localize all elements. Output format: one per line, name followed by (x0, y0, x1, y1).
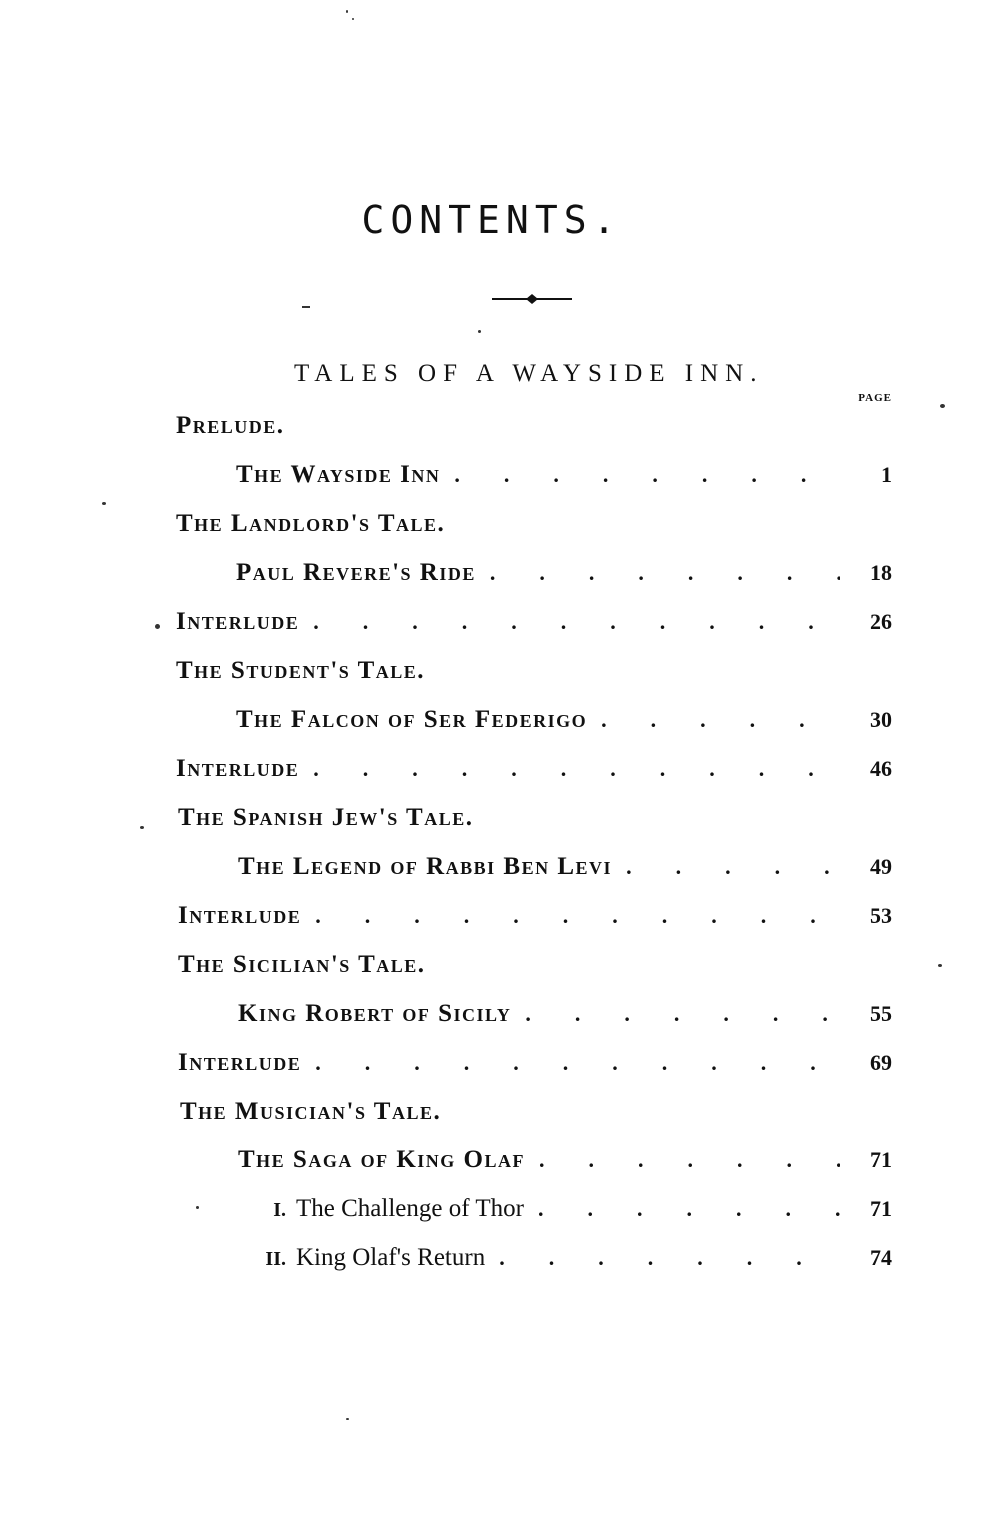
toc-item-title: King Olaf's Return (296, 1244, 486, 1271)
scan-speck (938, 964, 942, 967)
scan-speck (302, 306, 310, 308)
toc-item-title: Interlude (178, 1049, 302, 1076)
toc-section (180, 1098, 441, 1132)
roman-numeral: I. (273, 1199, 286, 1221)
toc-section-title: Prelude. (176, 412, 285, 439)
toc-section-title: The Musician's Tale. (180, 1098, 442, 1125)
dot-leaders (440, 462, 840, 488)
scan-speck (346, 10, 348, 13)
toc-item-title: The Saga of King Olaf (238, 1146, 525, 1173)
toc-page-number: 30 (870, 707, 892, 732)
toc-interlude[interactable] (178, 1049, 892, 1083)
page-title: CONTENTS. (361, 198, 622, 242)
dot-leaders (485, 1245, 840, 1271)
toc-interlude[interactable] (178, 902, 892, 936)
scan-speck (102, 502, 106, 505)
scan-speck (478, 330, 481, 333)
dot-leaders (525, 1147, 840, 1173)
scan-speck (196, 1206, 199, 1209)
section-heading: TALES OF A WAYSIDE INN. (294, 360, 764, 387)
toc-page-number: 53 (870, 903, 892, 928)
toc-page-number: 55 (870, 1001, 892, 1026)
toc-item-title: Interlude (176, 755, 300, 782)
dot-leaders (301, 1050, 840, 1076)
toc-interlude[interactable] (176, 755, 892, 789)
dot-leaders (299, 609, 840, 635)
toc-item[interactable] (238, 853, 892, 887)
dot-leaders (612, 854, 840, 880)
dot-leaders (476, 560, 840, 586)
toc-section (178, 951, 426, 985)
toc-page-number: 71 (870, 1196, 892, 1221)
toc-section-title: The Landlord's Tale. (176, 510, 446, 537)
toc-section (176, 657, 425, 691)
toc-section (176, 412, 285, 446)
dot-leaders (587, 707, 840, 733)
scan-speck (940, 404, 945, 408)
toc-page-number: 26 (870, 609, 892, 634)
toc-item[interactable] (238, 1000, 892, 1034)
toc-item-title: Interlude (178, 902, 302, 929)
toc-section (178, 804, 473, 838)
toc-page-number: 69 (870, 1050, 892, 1075)
toc-item-title: The Challenge of Thor (296, 1195, 524, 1222)
toc-item-title: The Falcon of Ser Federigo (236, 706, 588, 733)
toc-page-number: 71 (870, 1147, 892, 1172)
toc-item-title: The Legend of Rabbi Ben Levi (238, 853, 613, 880)
dot-leaders (511, 1001, 840, 1027)
toc-item-title: Paul Revere's Ride (236, 559, 476, 586)
scan-speck (346, 1418, 349, 1420)
toc-item-title: The Wayside Inn (236, 461, 441, 488)
toc-page-number: 49 (870, 854, 892, 879)
scan-speck (155, 624, 160, 629)
dot-leaders (299, 756, 840, 782)
toc-page-number: 46 (870, 756, 892, 781)
toc-item[interactable] (238, 1146, 892, 1180)
scan-speck (352, 18, 354, 20)
dot-leaders (301, 903, 840, 929)
toc-section-title: The Spanish Jew's Tale. (178, 804, 474, 831)
toc-page-number: 18 (870, 560, 892, 585)
scan-speck (140, 826, 144, 829)
toc-item[interactable] (236, 559, 892, 593)
toc-page-number: 1 (881, 462, 892, 487)
toc-subitem[interactable] (240, 1244, 892, 1278)
toc-section-title: The Student's Tale. (176, 657, 426, 684)
page-column-label: PAGE (858, 392, 892, 404)
roman-numeral: II. (265, 1248, 286, 1270)
toc-page-number: 74 (870, 1245, 892, 1270)
toc-interlude[interactable] (176, 608, 892, 642)
toc-section-title: The Sicilian's Tale. (178, 951, 426, 978)
toc-item[interactable] (236, 706, 892, 740)
dot-leaders (524, 1196, 840, 1222)
toc-subitem[interactable] (240, 1195, 892, 1229)
toc-item[interactable] (236, 461, 892, 495)
toc-item-title: King Robert of Sicily (238, 1000, 512, 1027)
toc-item-title: Interlude (176, 608, 300, 635)
toc-section (176, 510, 445, 544)
